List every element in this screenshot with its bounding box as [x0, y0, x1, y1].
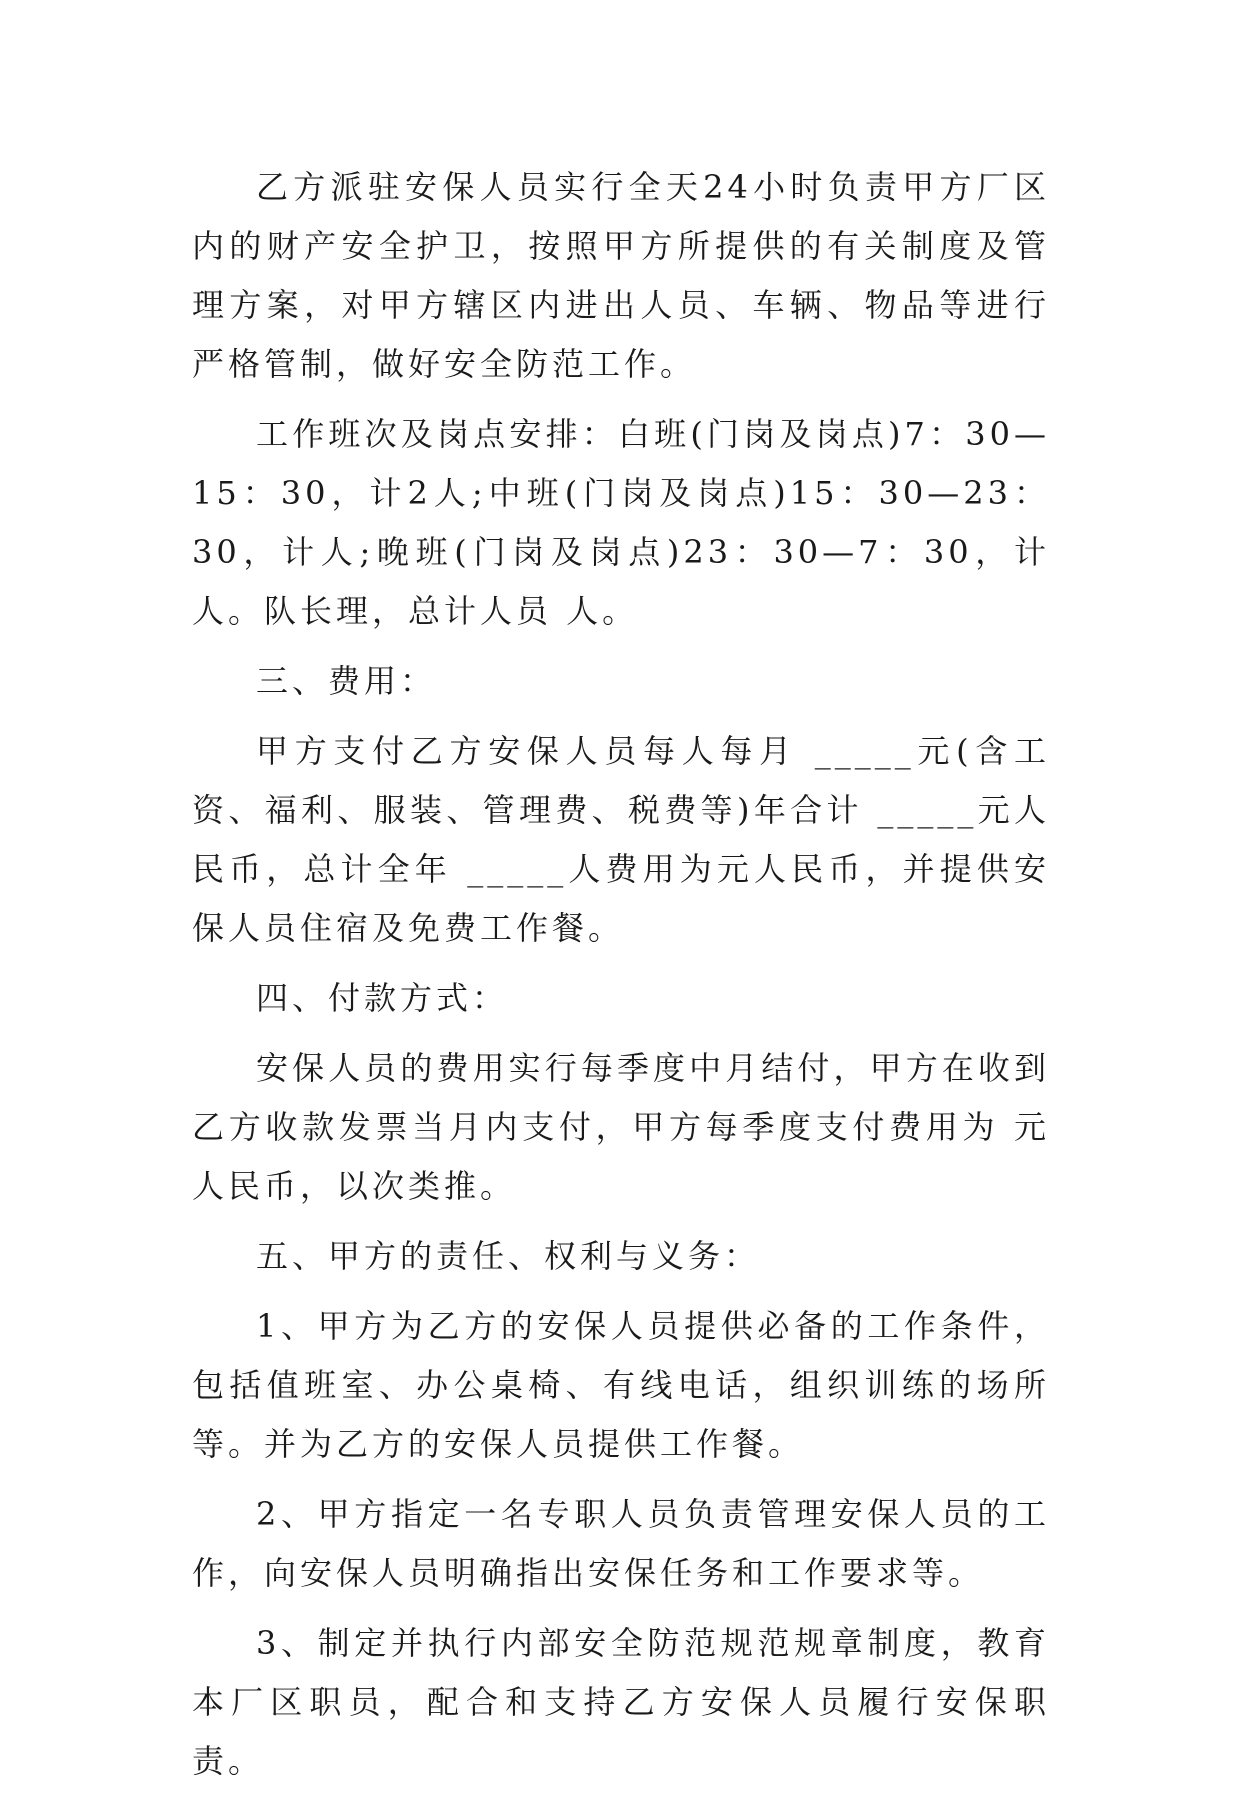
paragraph-payment: 安保人员的费用实行每季度中月结付，甲方在收到乙方收款发票当月内支付，甲方每季度支付费用为 元人民币，以次类推。 [192, 1049, 1050, 1205]
section-heading-party-a-duties: 五、甲方的责任、权利与义务： [256, 1237, 761, 1275]
paragraph-duty-3: 3、制定并执行内部安全防范规范规章制度，教育本厂区职员，配合和支持乙方安保人员履行安保职责。 [192, 1624, 1050, 1780]
paragraph-fees: 甲方支付乙方安保人员每人每月 _____元(含工资、福利、服装、管理费、税费等)年合计 _____元人民币，总计全年 _____人费用为元人民币，并提供安保人员住宿及免费工作餐。 [192, 732, 1050, 947]
paragraph-duty-2: 2、甲方指定一名专职人员负责管理安保人员的工作，向安保人员明确指出安保任务和工作要求等。 [192, 1495, 1050, 1592]
paragraph-duty-scope: 乙方派驻安保人员实行全天24小时负责甲方厂区内的财产安全护卫，按照甲方所提供的有关制度及管理方案，对甲方辖区内进出人员、车辆、物品等进行严格管制，做好安全防范工作。 [192, 168, 1050, 383]
section-heading-fees: 三、费用： [256, 662, 437, 700]
document-body [192, 158, 1050, 1802]
paragraph-shift-schedule: 工作班次及岗点安排：白班(门岗及岗点)7：30—15：30，计2人;中班(门岗及岗点)15：30—23：30，计人;晚班(门岗及岗点)23：30—7：30，计人。队长理，总计人员 人。 [192, 415, 1050, 630]
paragraph-duty-1: 1、甲方为乙方的安保人员提供必备的工作条件，包括值班室、办公桌椅、有线电话，组织训练的场所等。并为乙方的安保人员提供工作餐。 [192, 1307, 1050, 1463]
section-heading-payment: 四、付款方式： [256, 979, 509, 1017]
